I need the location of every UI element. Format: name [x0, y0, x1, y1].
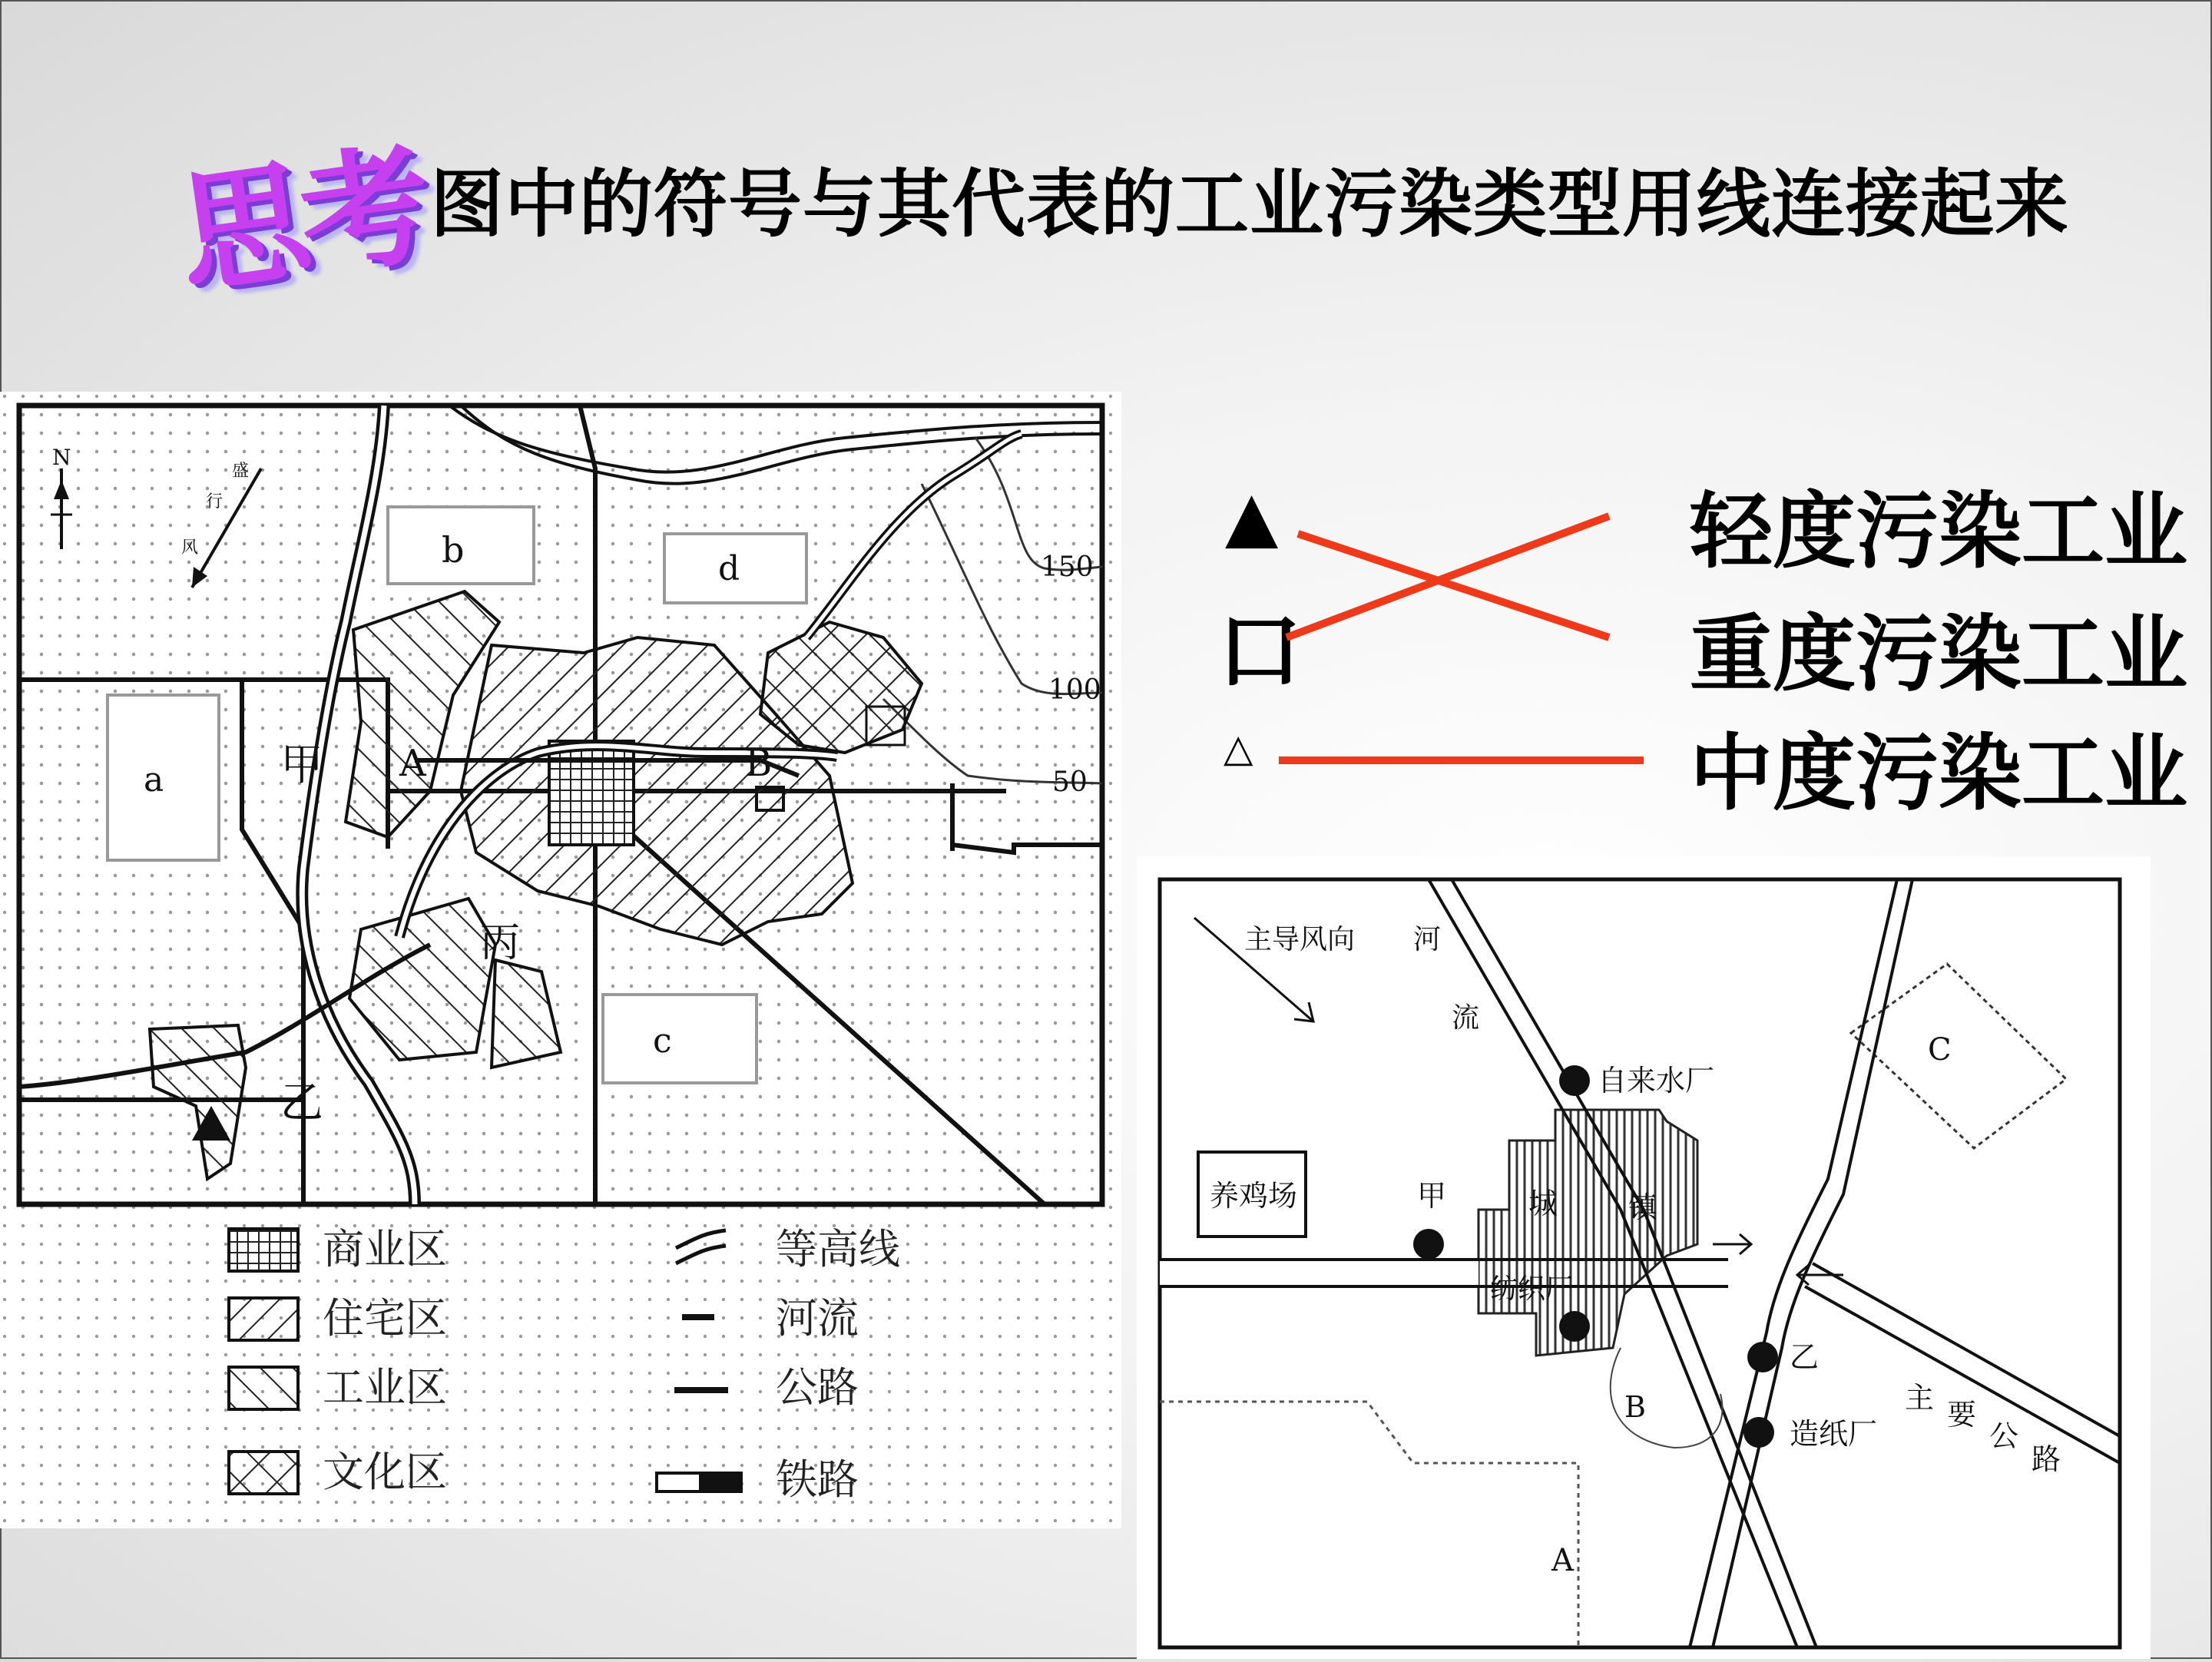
- hollow-triangle-symbol: △: [1224, 726, 1253, 770]
- place-bing: 丙: [480, 920, 521, 966]
- town-char-1: 城: [1528, 1187, 1558, 1220]
- solid-triangle-symbol: ▲: [1225, 476, 1279, 557]
- zone-b: b: [442, 529, 465, 571]
- north-label: N: [52, 445, 71, 470]
- place-jia: 甲: [280, 740, 323, 790]
- zone-d: d: [718, 549, 740, 588]
- road-char-1: 主: [1905, 1381, 1935, 1415]
- label-medium-pollution: 中度污染工业: [1690, 726, 2188, 822]
- river-char-2: 流: [1452, 1002, 1480, 1034]
- wind-label: 主导风向: [1244, 924, 1356, 955]
- label-heavy-pollution: 重度污染工业: [1690, 607, 2188, 703]
- town-char-2: 镇: [1628, 1190, 1658, 1224]
- textile-label: 纺织厂: [1490, 1273, 1574, 1305]
- square-symbol: 口: [1217, 602, 1302, 700]
- place-yi: 乙: [280, 1078, 323, 1128]
- river-char-1: 河: [1413, 924, 1442, 955]
- region-C: C: [1928, 1032, 1952, 1068]
- contour-50: 50: [1052, 766, 1088, 798]
- think-badge: 思考: [168, 128, 434, 314]
- legend-railway: 铁路: [776, 1455, 859, 1504]
- chicken-farm-label: 养鸡场: [1210, 1179, 1298, 1213]
- zone-a: a: [144, 760, 164, 800]
- yi-label: 乙: [1790, 1340, 1820, 1374]
- wind-char-3: 风: [181, 538, 199, 558]
- zone-c: c: [653, 1021, 672, 1061]
- region-B: B: [1624, 1390, 1646, 1424]
- legend-cultural: 文化区: [323, 1448, 447, 1496]
- wind-char-1: 盛: [232, 462, 250, 481]
- contour-100: 100: [1048, 674, 1101, 706]
- region-A: A: [1551, 1543, 1574, 1578]
- line-triangle-to-heavy: [1298, 534, 1609, 637]
- road-char-4: 路: [2032, 1442, 2061, 1476]
- wind-char-2: 行: [206, 492, 224, 512]
- road-char-2: 要: [1947, 1398, 1977, 1432]
- jia-label: 甲: [1417, 1179, 1447, 1213]
- legend-commercial: 商业区: [323, 1225, 447, 1273]
- road-char-3: 公: [1989, 1419, 2019, 1453]
- instruction-title: 图中的符号与其代表的工业污染类型用线连接起来: [430, 161, 2069, 247]
- paper-mill-label: 造纸厂: [1790, 1417, 1878, 1451]
- legend-residential: 住宅区: [323, 1294, 447, 1343]
- legend-road: 公路: [776, 1363, 859, 1412]
- legend-industrial: 工业区: [323, 1363, 447, 1412]
- label-light-pollution: 轻度污染工业: [1690, 484, 2188, 580]
- place-A: A: [399, 742, 426, 785]
- legend-contour: 等高线: [776, 1225, 900, 1273]
- waterworks-label: 自来水厂: [1598, 1064, 1715, 1098]
- contour-150: 150: [1041, 551, 1094, 583]
- legend-river: 河流: [776, 1294, 859, 1343]
- place-B: B: [745, 742, 773, 785]
